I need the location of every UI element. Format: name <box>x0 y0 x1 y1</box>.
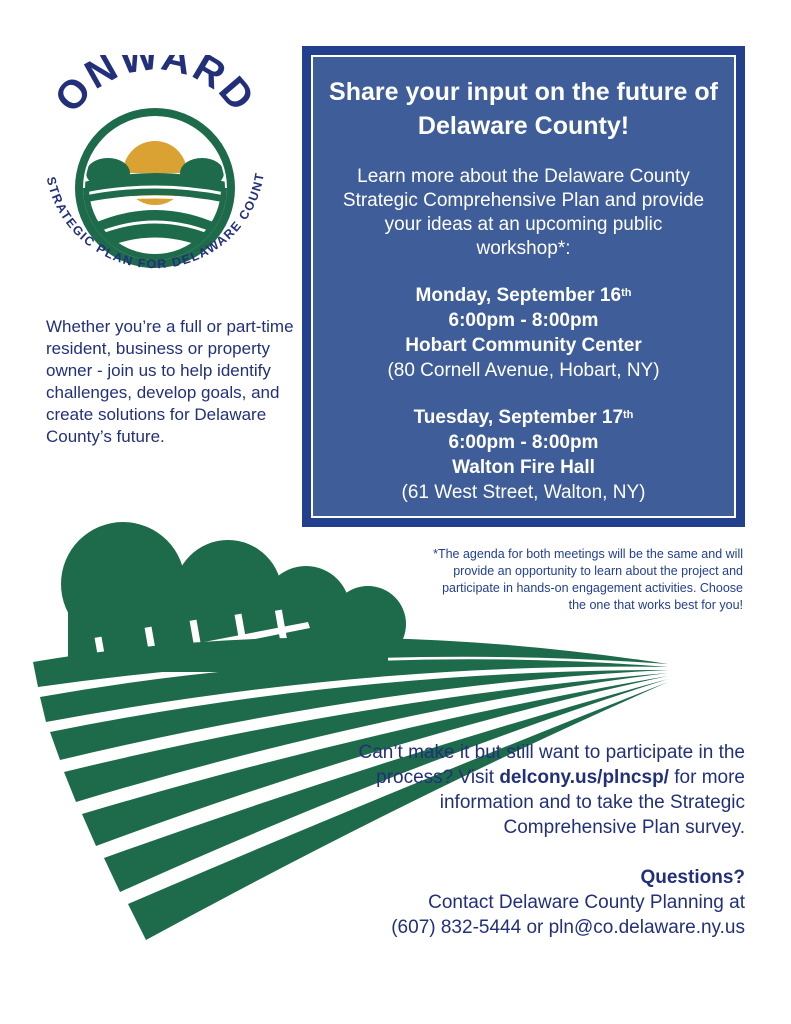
questions-heading: Questions? <box>640 867 745 888</box>
event-tuesday <box>311 405 736 505</box>
workshop-info-box <box>302 46 745 527</box>
event-address: (80 Cornell Avenue, Hobart, NY) <box>387 360 660 381</box>
contact-line: Contact Delaware County Planning at <box>428 892 745 913</box>
event-venue: Hobart Community Center <box>405 335 642 356</box>
onward-logo <box>30 55 280 305</box>
agenda-footnote: *The agenda for both meetings will be the same and will provide an opportunity to learn about the project and participate in hands-on engagement activities. Choose the one that works best for you! <box>433 547 743 612</box>
contact-details[interactable]: (607) 832-5444 or pln@co.delaware.ny.us <box>391 917 745 938</box>
logo-word: ONWARD <box>46 55 264 121</box>
event-day: Tuesday, September 17th <box>413 407 634 428</box>
website-link[interactable]: delcony.us/plncsp/ <box>499 767 669 788</box>
event-monday <box>311 283 736 383</box>
event-time: 6:00pm - 8:00pm <box>448 310 599 331</box>
headline: Share your input on the future of Delaware County! <box>329 78 718 140</box>
event-venue: Walton Fire Hall <box>452 457 595 478</box>
intro-paragraph: Whether you’re a full or part-time resident, business or property owner - join us to help identify challenges, develop goals, and create solutions for Delaware County’s future. <box>46 317 294 446</box>
lead-paragraph: Learn more about the Delaware County Strategic Comprehensive Plan and provide your ideas at an upcoming public workshop*: <box>342 166 705 259</box>
logo-ring-text: STRATEGIC PLAN FOR DELAWARE COUNT <box>43 170 268 272</box>
call-to-action <box>325 740 745 940</box>
event-day: Monday, September 16th <box>415 285 632 306</box>
onward-logo-graphic <box>30 55 280 305</box>
event-time: 6:00pm - 8:00pm <box>448 432 599 453</box>
survey-paragraph: Can’t make it but still want to participate in the process? Visit delcony.us/plncsp/ for more information and to take the Strategic Comprehensive Plan survey. <box>358 742 745 838</box>
event-address: (61 West Street, Walton, NY) <box>401 482 646 503</box>
